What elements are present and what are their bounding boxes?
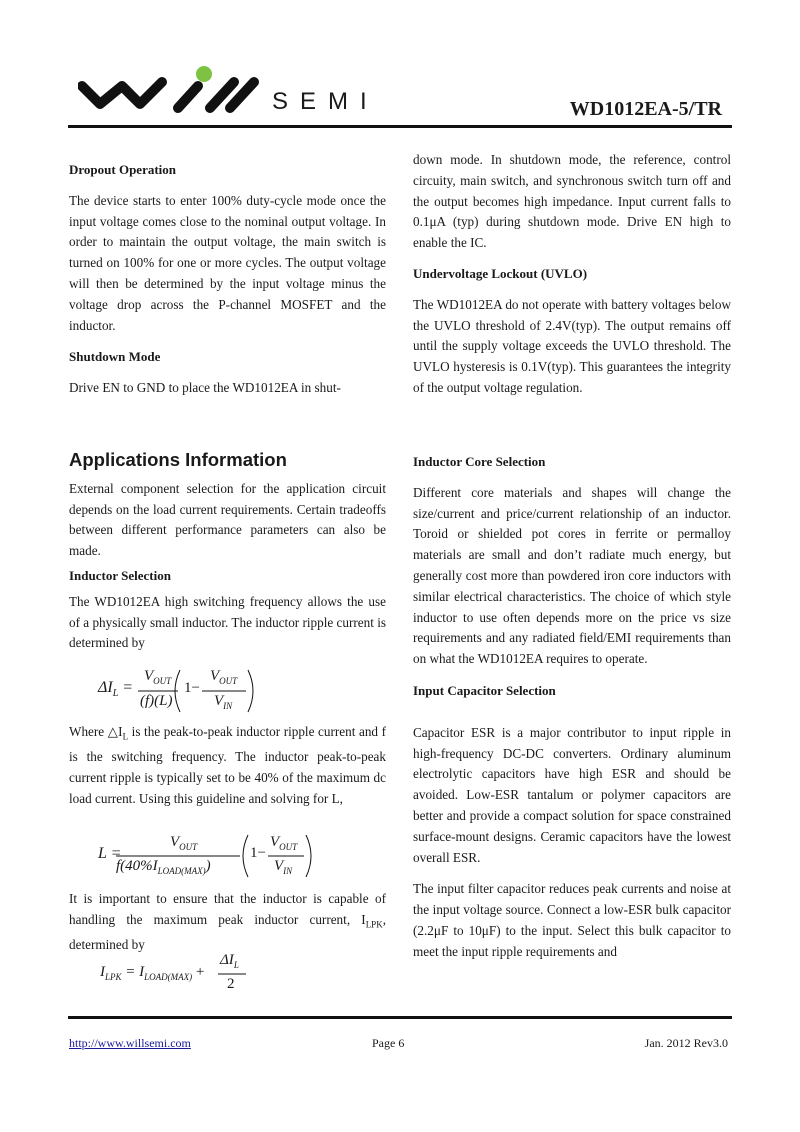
eq3-lhs-sub: LPK (105, 972, 122, 982)
eq2-inner-num: V (270, 834, 280, 850)
eq2-inner-den: V (274, 858, 284, 874)
core-body: Different core materials and shapes will change the size/current and price/current relationship of an inductor. Toroid or shielded pot cores in ferrite or permalloy materials are small and don’t radiate much energy, but generally cost more than powdered iron core inductors with similar electrical characteristics. The choice of which style inductor to use often depends more on the price vs size requirements and any radiated field/EMI requirements than on what the WD1012EA requires to operate. (413, 484, 731, 667)
eq2-den-b: ) (205, 858, 211, 874)
uvlo-heading: Undervoltage Lockout (UVLO) (413, 265, 588, 281)
document-id: WD1012EA-5/TR (569, 98, 722, 120)
input-cap-heading: Input Capacitor Selection (413, 682, 556, 698)
ripple-current-equation: $\Delta I_L$ = $V_{OUT}$ (f)(L) 1− $V_{OUT}$ $V_{IN}$ (98, 666, 268, 716)
peak-current-equation: $I_{LPK} = I_{LOAD(MAX)}$ + $\Delta I_L$ 2 (100, 952, 260, 1000)
eq1-one-minus: 1− (184, 680, 200, 696)
shutdown-heading: Shutdown Mode (69, 349, 161, 365)
right-bottom-column (413, 452, 731, 963)
header-rule (68, 125, 732, 128)
eq3-frac-num: ΔI (220, 952, 234, 968)
logo-text: SEMI (272, 88, 379, 115)
shutdown-continued: down mode. In shutdown mode, the reference, control circuity, main switch, and synchronous switch turn off and the output becomes high impedance. Input current falls to 0.1μA (typ) during shutdown mode. Drive EN high to enable the IC. (413, 152, 731, 251)
core-heading: Inductor Core Selection (413, 454, 546, 469)
eq3-frac-den: 2 (227, 976, 235, 992)
eq3-lhs: I (100, 964, 105, 980)
page-number: Page 6 (372, 1036, 405, 1050)
eq2-den-a: f(40%I (116, 858, 158, 874)
eq2-den-sub: LOAD(MAX) (157, 866, 206, 876)
where-text-b: is the peak-to-peak inductor ripple current and f is the switching frequency. The inductor peak-to-peak current ripple is typically set to be 40% of the maximum dc load current. Using this guideline and solving for L, (69, 724, 386, 807)
left-top-column (69, 160, 386, 399)
inductance-equation: L = $V_{OUT}$ $f(40\%I_{LOAD(MAX)})$ 1− $V_{OUT}$ $V_{IN}$ (98, 832, 318, 882)
where-sub: L (122, 731, 129, 742)
left-bottom-column (69, 450, 386, 654)
eq2-num: V (170, 834, 180, 850)
inductor-heading: Inductor Selection (69, 567, 171, 583)
eq1-inner-den: V (214, 693, 224, 709)
inductor-body: The WD1012EA high switching frequency allows the use of a physically small inductor. The inductor ripple current is determined by (69, 593, 386, 651)
eq3-frac-num-sub: L (233, 960, 239, 970)
eq1-lhs-sub: L (112, 688, 119, 700)
shutdown-body: Drive EN to GND to place the WD1012EA in shut- (69, 380, 341, 396)
eq3-rhs-sub: LOAD(MAX) (144, 972, 193, 982)
input-cap-body-2: The input filter capacitor reduces peak currents and noise at the input voltage source. Connect a low-ESR bulk capacitor (2.2μF to 10μF) to the input. Select this bulk capacitor to meet the input ripple requirements and (413, 881, 731, 959)
eq1-num: V (144, 668, 154, 684)
eq2-one-minus: 1− (250, 845, 266, 861)
eq2-num-sub: OUT (179, 842, 198, 852)
website-link[interactable]: http://www.willsemi.com (69, 1036, 191, 1050)
ensure-text-b: , determined by (69, 911, 386, 953)
revision-date: Jan. 2012 Rev3.0 (644, 1036, 728, 1050)
where-text-a: Where △I (69, 724, 123, 739)
ensure-paragraph (69, 889, 386, 956)
eq1-inner-num-sub: OUT (219, 676, 238, 686)
section-title: Applications Information (69, 449, 287, 470)
input-cap-body-1: Capacitor ESR is a major contributor to input ripple in high-frequency DC-DC converters. Ordinary aluminum electrolytic capacitors have high ESR and should be avoided. Low-ESR tantalum or polymer capacitors are better and provide a compact solution for space constrained surface-mount designs. Ceramic capacitors have the lowest overall ESR. (413, 724, 731, 865)
ensure-sub: LPK (365, 919, 383, 930)
eq1-den: (f)(L) (140, 693, 173, 709)
ensure-text-a: It is important to ensure that the inductor is capable of handling the maximum peak inductor current, I (69, 891, 386, 927)
eq1-inner-den-sub: IN (223, 701, 233, 711)
footer-rule (68, 1016, 732, 1019)
eq3-rhs: I (139, 964, 145, 980)
eq2-inner-num-sub: OUT (279, 842, 298, 852)
dropout-body: The device starts to enter 100% duty-cycle mode once the input voltage comes close to the nominal output voltage. In order to maintain the output voltage, the main switch is turned on 100% for one or more cycles. The output voltage will then be determined by the input voltage minus the voltage drop across the P-channel MOSFET and the inductor. (69, 192, 386, 333)
eq1-lhs: ΔI (98, 679, 113, 696)
applications-intro: External component selection for the application circuit depends on the load current requirements. Certain tradeoffs between different performance parameters can also be made. (69, 480, 386, 559)
eq2-lhs: L (98, 845, 107, 862)
eq3-plus: + (195, 964, 205, 980)
uvlo-body: The WD1012EA do not operate with battery voltages below the UVLO threshold of 2.4V(typ). The output remains off until the supply voltage exceeds the UVLO threshold. The UVLO hysteresis is 0.1V(typ). This guarantees the integrity of the output voltage regulation. (413, 296, 731, 395)
dropout-heading: Dropout Operation (69, 162, 177, 177)
right-top-column (413, 150, 731, 399)
eq1-num-sub: OUT (153, 676, 172, 686)
eq1-inner-num: V (210, 668, 220, 684)
eq2-inner-den-sub: IN (283, 866, 293, 876)
where-paragraph (69, 722, 386, 810)
